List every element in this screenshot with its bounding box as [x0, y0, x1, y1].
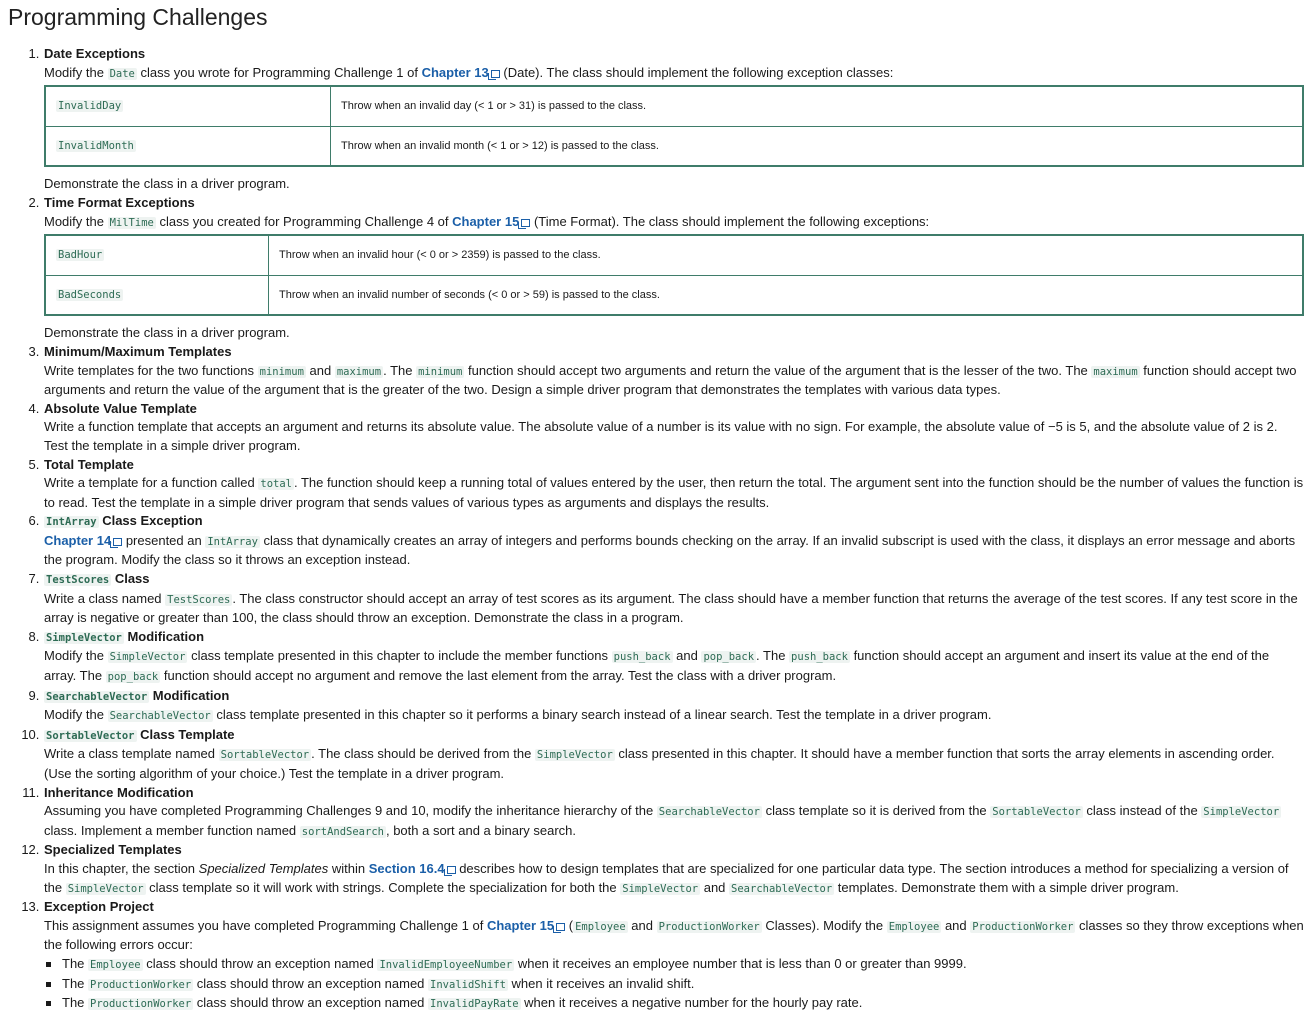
code-term: ProductionWorker	[90, 998, 192, 1011]
code-term: pop_back	[107, 671, 159, 684]
challenge-item	[43, 570, 1304, 628]
challenge-item	[43, 194, 1304, 343]
challenge-title: 7. TestScores Class	[46, 571, 150, 587]
code-term: SimpleVector	[67, 882, 144, 895]
code-term: SortableVector	[992, 806, 1081, 819]
section-link[interactable]: Section 16.4	[369, 861, 456, 876]
external-link-icon	[447, 866, 456, 874]
challenge-title: 6. IntArray Class Exception	[46, 513, 203, 529]
challenge-title: 4. Absolute Value Template	[44, 400, 197, 416]
challenge-item	[43, 343, 1304, 400]
challenge-title: 3. Minimum/Maximum Templates	[44, 343, 232, 359]
list-item: The ProductionWorker class should throw an exception named InvalidShift when it receives an invalid shift.	[60, 975, 1304, 995]
challenge-body	[44, 213, 1304, 233]
code-term: Employee	[888, 920, 940, 933]
code-term: InvalidEmployeeNumber	[379, 958, 513, 971]
challenge-body	[44, 64, 1304, 84]
code-term: InvalidShift	[430, 978, 506, 991]
code-term: Employee	[90, 958, 141, 971]
table-cell: Throw when an invalid number of seconds (< 0 or > 59) is passed to the class.	[269, 275, 1304, 315]
code-term: SimpleVector	[622, 882, 699, 895]
table-cell	[45, 275, 269, 315]
code-term: SimpleVector	[536, 749, 613, 762]
challenge-body: This assignment assumes you have completed Programming Challenge 1 of Chapter 15 ( Employee and ProductionWorker Classes). Modify the Employee and ProductionWorker classes so they throw exceptions when the following errors occur:	[44, 917, 1304, 953]
chapter-link[interactable]: Chapter 15	[487, 918, 565, 933]
text: (Date). The class should implement the following exception classes:	[499, 64, 894, 80]
code-term: SortableVector	[46, 729, 135, 742]
list-item: The Employee class should throw an exception named InvalidEmployeeNumber when it receives an employee number that is less than 0 or greater than 9999.	[60, 955, 1304, 975]
code-term: SearchableVector	[731, 882, 833, 895]
code-term: InvalidPayRate	[430, 998, 519, 1011]
code-term: SimpleVector	[1203, 806, 1280, 819]
challenge-item	[43, 841, 1304, 898]
table-row	[45, 126, 1303, 166]
table-cell: Throw when an invalid hour (< 0 or > 2359) is passed to the class.	[269, 235, 1304, 275]
external-link-icon	[113, 538, 122, 546]
challenge-item	[43, 898, 1304, 1014]
challenge-body: Write templates for the two functions minimum and maximum . The minimum function should accept two arguments and return the value of the argument that is the lesser of the two. The maximum function should accept two arguments and return the value of the argument that is the greater of the two. Design a simple driver program that demonstrates the templates with various data types.	[44, 362, 1297, 398]
challenge-item	[43, 512, 1304, 570]
chapter-link[interactable]: Chapter 15	[452, 214, 530, 229]
challenge-body: In this chapter, the section Specialized Templates within Section 16.4 describes how to design templates that are specialized for one particular data type. The section introduces a method for specializing a version of the SimpleVector class template so it will work with strings. Complete the specialization for both the SimpleVector and SearchableVector templates. Demonstrate them with a simple driver program.	[44, 860, 1289, 895]
table-row	[45, 235, 1303, 275]
challenge-body: Write a function template that accepts an argument and returns its absolute value. The absolute value of a number is its value with no sign. For example, the absolute value of −5 is 5, and the absolute value of 2 is 2. Test the template in a simple driver program.	[44, 419, 1278, 453]
challenge-after: Demonstrate the class in a driver program.	[44, 176, 290, 192]
challenge-item	[43, 784, 1304, 842]
table-row	[45, 86, 1303, 126]
challenge-item	[43, 726, 1304, 784]
challenge-title: 11. Inheritance Modification	[44, 784, 194, 800]
error-list	[44, 955, 1304, 1014]
text: class you wrote for Programming Challenge 1 of	[136, 64, 422, 80]
page-title: Programming Challenges	[8, 4, 268, 30]
text: (Time Format). The class should implement the following exceptions:	[530, 213, 930, 229]
code-term: ProductionWorker	[90, 978, 192, 991]
exception-table	[44, 234, 1304, 316]
code-term: TestScores	[167, 593, 231, 606]
exception-name: InvalidMonth	[58, 139, 134, 152]
chapter-link[interactable]: Chapter 13	[422, 65, 500, 80]
text: Modify the	[44, 64, 108, 80]
document	[0, 3, 1312, 1014]
code-term: TestScores	[46, 574, 110, 587]
code-term: push_back	[613, 651, 671, 664]
table-cell	[45, 235, 269, 275]
table-row	[45, 275, 1303, 315]
challenge-list	[8, 45, 1304, 1014]
external-link-icon	[491, 70, 500, 78]
challenge-title: 13. Exception Project	[44, 899, 154, 915]
table-cell: Throw when an invalid day (< 1 or > 31) is passed to the class.	[331, 86, 1304, 126]
challenge-title: 9. SearchableVector Modification	[46, 687, 230, 703]
challenge-body: Modify the SearchableVector class template presented in this chapter so it performs a binary search instead of a linear search. Test the template in a driver program.	[44, 707, 992, 723]
challenge-title: 12. Specialized Templates	[44, 842, 182, 858]
challenge-title: 5. Total Template	[44, 456, 134, 472]
challenge-title: 10. SortableVector Class Template	[46, 726, 235, 742]
code-term: SimpleVector	[109, 651, 186, 664]
table-cell: Throw when an invalid month (< 1 or > 12) is passed to the class.	[331, 126, 1304, 166]
challenge-title: 1. Date Exceptions	[44, 46, 146, 61]
code-term: pop_back	[703, 651, 755, 664]
challenge-body: Assuming you have completed Programming Challenges 9 and 10, modify the inheritance hierarchy of the SearchableVector class template so it is derived from the SortableVector class instead of the SimpleVector class. Implement a member function named sortAndSearch , both a sort and a binary search.	[44, 803, 1280, 838]
exception-name: BadSeconds	[58, 288, 122, 301]
code-term: maximum	[336, 365, 382, 378]
challenge-title: 8. SimpleVector Modification	[46, 628, 205, 644]
challenge-body: Modify the SimpleVector class template presented in this chapter to include the member functions push_back and pop_back . The push_back function should accept an argument and insert its value at the end of the array. The pop_back function should accept no argument and remove the last element from the array. Test the class with a driver program.	[44, 648, 1270, 684]
code-term: SearchableVector	[46, 690, 148, 703]
text: Modify the	[44, 213, 108, 229]
code-term: push_back	[791, 651, 848, 664]
code-term: ProductionWorker	[972, 920, 1074, 933]
code-term: SortableVector	[220, 749, 310, 762]
code-term: minimum	[259, 365, 304, 378]
list-item: The ProductionWorker class should throw an exception named InvalidPayRate when it receives a negative number for the hourly pay rate.	[60, 994, 1304, 1014]
challenge-item	[43, 628, 1304, 687]
code-term: ProductionWorker	[658, 920, 760, 933]
challenge-title: 2. Time Format Exceptions	[44, 194, 195, 210]
challenge-body: Write a class named TestScores . The class constructor should accept an array of test scores as its argument. The class should have a member function that returns the average of the test scores. If any test score in the array is negative or greater than 100, the class should throw an exception. Demonstrate the class in a program.	[44, 590, 1298, 626]
table-cell	[45, 126, 331, 166]
code-term: Date	[109, 67, 135, 80]
challenge-item	[43, 400, 1304, 456]
exception-name: BadHour	[58, 249, 103, 262]
challenge-body: Write a class template named SortableVector . The class should be derived from the SimpleVector class presented in this chapter. It should have a member function that sorts the array elements in ascending order. (Use the sorting algorithm of your choice.) Test the template in a driver program.	[44, 746, 1275, 781]
challenge-item	[43, 687, 1304, 726]
challenge-item	[43, 456, 1304, 513]
exception-name: InvalidDay	[58, 100, 122, 113]
exception-table	[44, 85, 1304, 167]
challenge-body: Chapter 14 presented an IntArray class that dynamically creates an array of integers and performs bounds checking on the array. If an invalid subscript is used with the class, it displays an error message and aborts the program. Modify the class so it throws an exception instead.	[44, 532, 1296, 568]
challenge-body: Write a template for a function called total . The function should keep a running total of values entered by the user, then return the total. The argument sent into the function should be the number of values the function is to read. Test the template in a simple driver program that sends values of various types as arguments and displays the results.	[44, 475, 1304, 510]
table-cell	[45, 86, 331, 126]
chapter-link[interactable]: Chapter 14	[44, 533, 122, 548]
code-term: maximum	[1093, 365, 1138, 378]
challenge-after: Demonstrate the class in a driver program.	[44, 325, 290, 341]
code-term: IntArray	[207, 535, 258, 548]
code-term: SearchableVector	[109, 710, 211, 723]
code-term: Employee	[575, 920, 626, 933]
code-term: minimum	[418, 365, 463, 378]
code-term: sortAndSearch	[301, 825, 384, 838]
text: class you created for Programming Challenge 4 of	[155, 213, 453, 229]
code-term: SearchableVector	[658, 806, 760, 819]
external-link-icon	[521, 219, 530, 227]
emphasis-text: Specialized Templates	[198, 860, 329, 876]
external-link-icon	[556, 923, 565, 931]
code-term: IntArray	[46, 516, 97, 529]
code-term: total	[260, 478, 292, 491]
challenge-item	[43, 45, 1304, 194]
code-term: MilTime	[109, 216, 154, 229]
code-term: SimpleVector	[46, 631, 122, 644]
